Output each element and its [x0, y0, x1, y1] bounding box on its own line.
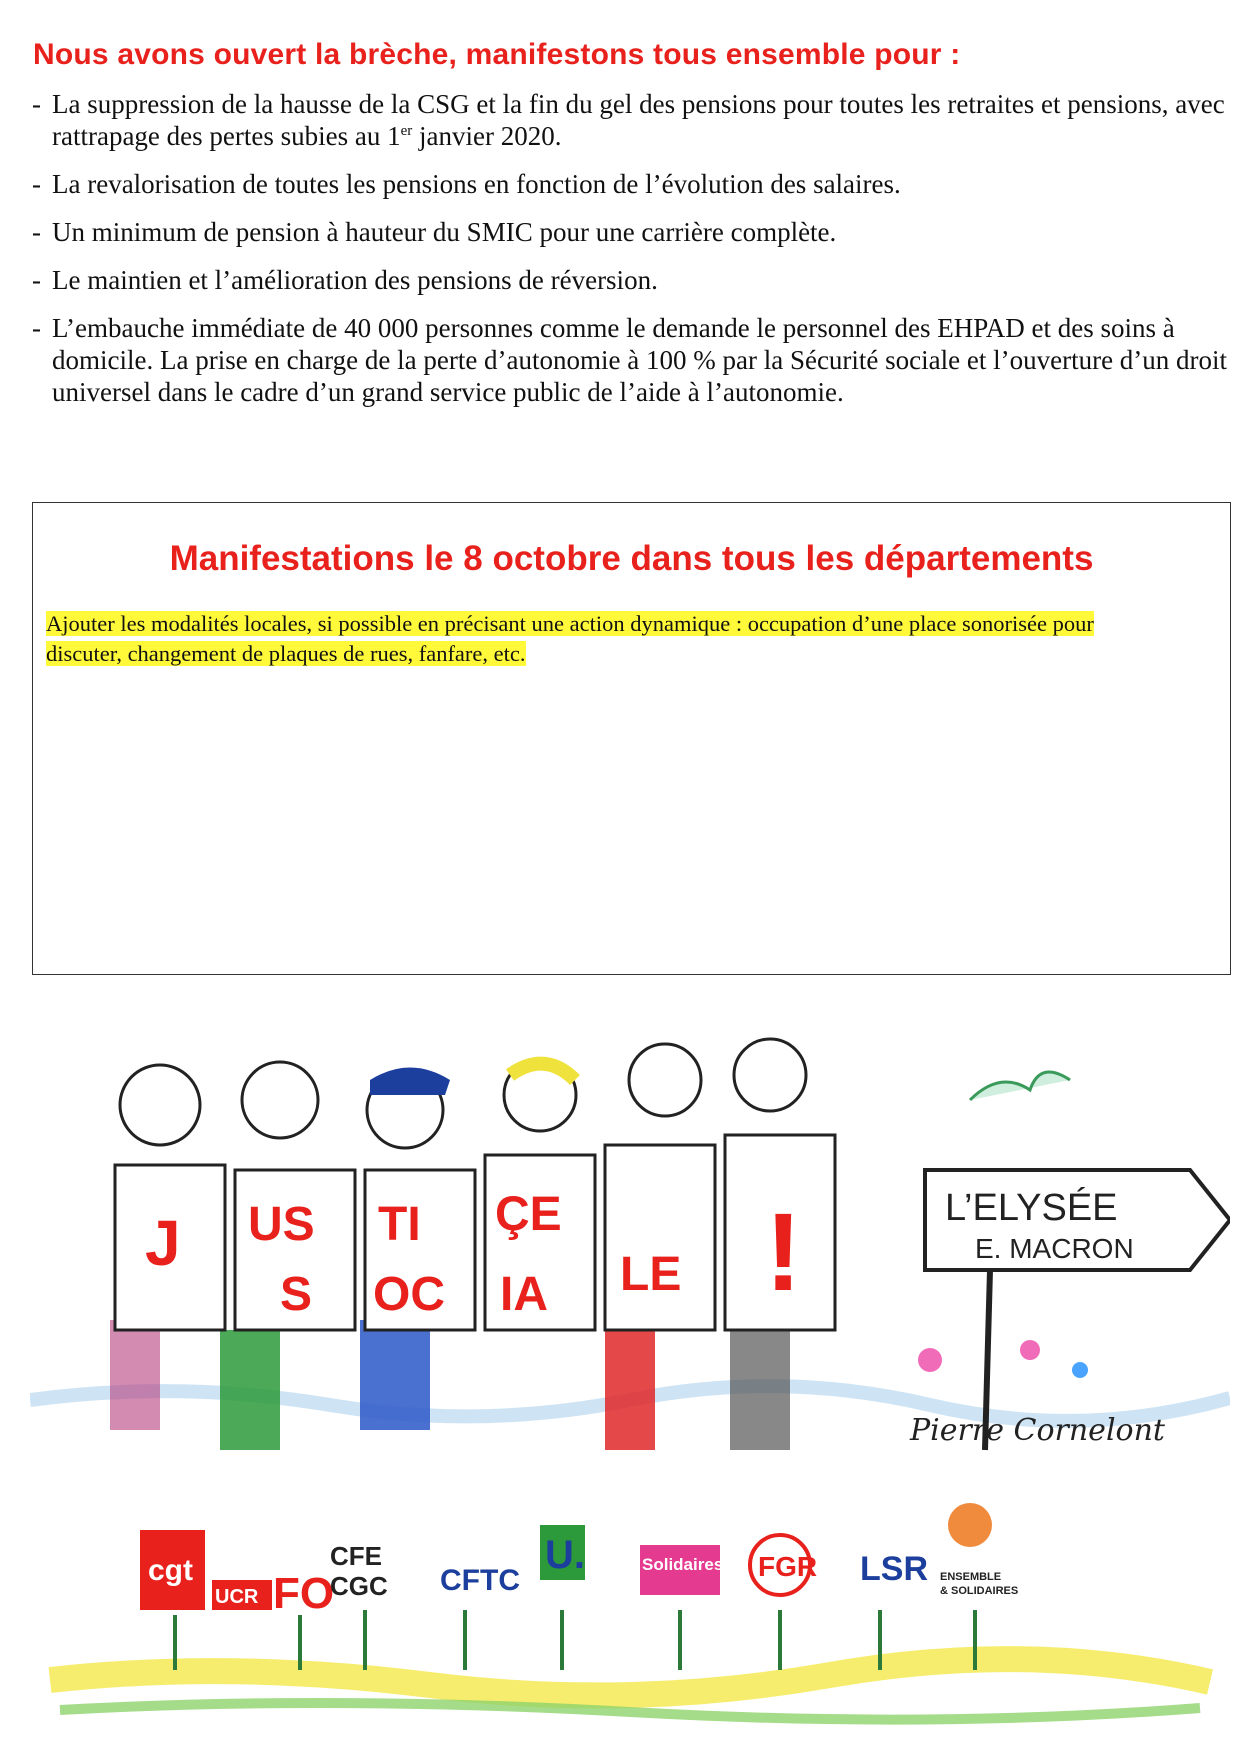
svg-text:Solidaires: Solidaires	[642, 1555, 724, 1574]
svg-text:US: US	[248, 1198, 315, 1251]
svg-text:IA: IA	[500, 1268, 548, 1321]
svg-text:S: S	[280, 1268, 313, 1321]
svg-text:CFTC: CFTC	[440, 1564, 520, 1597]
artist-signature: Pierre Cornelont	[910, 1413, 1165, 1448]
svg-text:ENSEMBLE: ENSEMBLE	[940, 1571, 1002, 1583]
svg-text:LE: LE	[620, 1248, 682, 1301]
svg-text:OC: OC	[373, 1268, 445, 1321]
svg-text:UCR: UCR	[215, 1586, 259, 1608]
box-note: Ajouter les modalités locales, si possible en précisant une action dynamique : occupation d’une place sonorisée pour discuter, changement de plaques de rues, fanfare, etc.	[46, 611, 1094, 666]
demands-list	[32, 88, 1237, 424]
svg-text:FGR: FGR	[758, 1551, 818, 1582]
demand-item: - Le maintien et l’amélioration des pensions de réversion.	[32, 265, 658, 295]
svg-text:FO: FO	[273, 1569, 335, 1618]
protest-illustration	[30, 1020, 1230, 1730]
svg-text:CFE: CFE	[330, 1541, 382, 1571]
page-heading: Nous avons ouvert la brèche, manifestons tous ensemble pour :	[33, 38, 961, 71]
svg-text:cgt: cgt	[148, 1554, 193, 1587]
svg-text:& SOLIDAIRES: & SOLIDAIRES	[940, 1585, 1019, 1597]
demand-item: - La revalorisation de toutes les pensions en fonction de l’évolution des salaires.	[32, 169, 901, 199]
elysee-sign-line2: E. MACRON	[975, 1233, 1134, 1264]
demand-item: - L’embauche immédiate de 40 000 personnes comme le demande le personnel des EHPAD et des soins à domicile. La prise en charge de la perte d’autonomie à 100 % par la Sécurité sociale et l’ouverture d’un droit universel dans le cadre d’un grand service public de l’aide à l’autonomie.	[32, 313, 1228, 407]
svg-text:TI: TI	[378, 1198, 421, 1251]
svg-text:!: !	[765, 1191, 802, 1314]
sign-letter: J	[145, 1207, 181, 1279]
svg-text:ÇE: ÇE	[495, 1188, 562, 1241]
box-title: Manifestations le 8 octobre dans tous les départements	[169, 539, 1094, 578]
demand-item: - Un minimum de pension à hauteur du SMIC pour une carrière complète.	[32, 217, 837, 247]
svg-text:LSR: LSR	[860, 1550, 928, 1588]
elysee-sign-line1: L’ELYSÉE	[945, 1187, 1118, 1229]
svg-text:CGC: CGC	[330, 1571, 388, 1601]
local-info-box	[32, 502, 1231, 975]
demand-item: - La suppression de la hausse de la CSG et la fin du gel des pensions pour toutes les retraites et pensions, avec rattrapage des pertes subies au 1er janvier 2020.	[32, 89, 1225, 151]
svg-text:U.: U.	[545, 1533, 585, 1577]
